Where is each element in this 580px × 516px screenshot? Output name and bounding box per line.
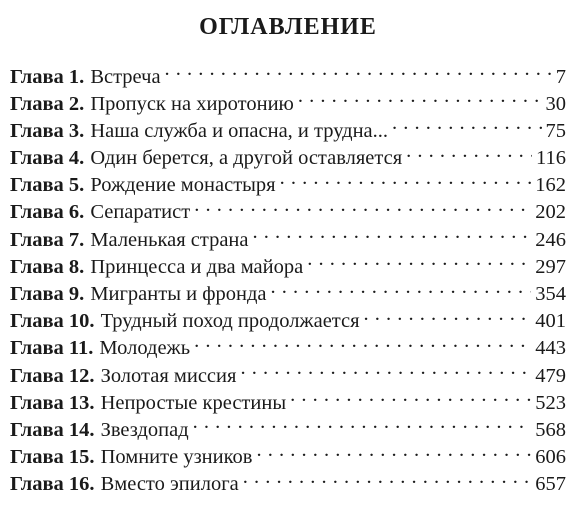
dot-leader <box>406 144 532 165</box>
toc-entry-chapter-11[interactable] <box>10 334 566 361</box>
page-number: 568 <box>535 418 566 441</box>
chapter-label: Глава 7. <box>10 228 85 251</box>
dot-leader <box>256 443 531 464</box>
chapter-title: Маленькая страна <box>90 228 249 251</box>
chapter-label: Глава 6. <box>10 201 85 224</box>
chapter-label: Глава 3. <box>10 119 85 142</box>
chapter-title: Помните узников <box>100 446 253 469</box>
page-number: 202 <box>535 201 566 224</box>
chapter-label: Глава 15. <box>10 446 95 469</box>
chapter-label: Глава 16. <box>10 473 95 496</box>
dot-leader <box>290 388 531 409</box>
toc-entry-chapter-9[interactable] <box>10 280 566 307</box>
toc-entry-chapter-15[interactable] <box>10 443 566 470</box>
page-number: 443 <box>535 337 566 360</box>
page-number: 297 <box>535 255 566 278</box>
page-number: 606 <box>535 446 566 469</box>
page-number: 30 <box>545 92 566 115</box>
toc-entry-chapter-16[interactable] <box>10 470 566 497</box>
toc-entry-chapter-8[interactable] <box>10 252 566 279</box>
table-of-contents-page <box>10 0 566 516</box>
toc-entry-chapter-14[interactable] <box>10 415 566 442</box>
page-number: 523 <box>535 391 566 414</box>
toc-entry-chapter-1[interactable] <box>10 62 566 89</box>
chapter-title: Сепаратист <box>90 201 191 224</box>
page-number: 7 <box>555 65 566 88</box>
toc-entry-chapter-13[interactable] <box>10 388 566 415</box>
dot-leader <box>280 171 532 192</box>
chapter-label: Глава 11. <box>10 337 94 360</box>
chapter-title: Звездопад <box>100 418 189 441</box>
chapter-title: Золотая миссия <box>100 364 237 387</box>
chapter-label: Глава 1. <box>10 65 85 88</box>
chapter-title: Непростые крестины <box>100 391 287 414</box>
chapter-label: Глава 10. <box>10 310 95 333</box>
page-number: 479 <box>535 364 566 387</box>
chapter-label: Глава 14. <box>10 418 95 441</box>
toc-entry-chapter-6[interactable] <box>10 198 566 225</box>
chapter-title: Мигранты и фронда <box>90 283 267 305</box>
chapter-title: Наша служба и опасна, и трудна... <box>90 119 389 142</box>
chapter-title: Принцесса и два майора <box>90 255 304 278</box>
dot-leader <box>298 89 542 110</box>
dot-leader <box>165 62 552 83</box>
dot-leader <box>392 116 541 137</box>
page-number: 116 <box>536 147 566 170</box>
chapter-title: Вместо эпилога <box>100 473 239 496</box>
chapter-title: Встреча <box>90 65 161 88</box>
dot-leader <box>270 280 531 301</box>
dot-leader <box>194 198 531 219</box>
page-number: 657 <box>535 473 566 496</box>
chapter-title: Пропуск на хиротонию <box>90 92 294 115</box>
chapter-title: Один берется, а другой оставляется <box>90 147 403 170</box>
dot-leader <box>253 225 532 246</box>
toc-entry-chapter-3[interactable] <box>10 116 566 143</box>
page-number: 246 <box>535 228 566 251</box>
dot-leader <box>194 334 531 355</box>
chapter-label: Глава 8. <box>10 255 85 278</box>
dot-leader <box>364 307 532 328</box>
dot-leader <box>307 252 531 273</box>
toc-entry-chapter-4[interactable] <box>10 144 566 171</box>
chapter-label: Глава 2. <box>10 92 85 115</box>
chapter-title: Молодежь <box>99 337 191 360</box>
page-title: ОГЛАВЛЕНИЕ <box>199 14 377 40</box>
toc-entry-chapter-2[interactable] <box>10 89 566 116</box>
toc-entry-chapter-5[interactable] <box>10 171 566 198</box>
chapter-title: Рождение монастыря <box>90 174 276 197</box>
dot-leader <box>243 470 532 491</box>
toc-entry-chapter-10[interactable] <box>10 307 566 334</box>
chapter-label: Глава 5. <box>10 174 85 197</box>
toc-list <box>10 62 566 497</box>
page-number: 162 <box>535 174 566 197</box>
page-number: 75 <box>545 119 566 142</box>
toc-entry-chapter-12[interactable] <box>10 361 566 388</box>
page-number: 354 <box>535 283 566 305</box>
dot-leader <box>193 415 532 436</box>
chapter-title: Трудный поход продолжается <box>100 310 360 333</box>
toc-entry-chapter-7[interactable] <box>10 225 566 252</box>
chapter-label: Глава 12. <box>10 364 95 387</box>
dot-leader <box>240 361 531 382</box>
chapter-label: Глава 4. <box>10 147 85 170</box>
chapter-label: Глава 9. <box>10 283 85 305</box>
page-number: 401 <box>535 310 566 333</box>
chapter-label: Глава 13. <box>10 391 95 414</box>
